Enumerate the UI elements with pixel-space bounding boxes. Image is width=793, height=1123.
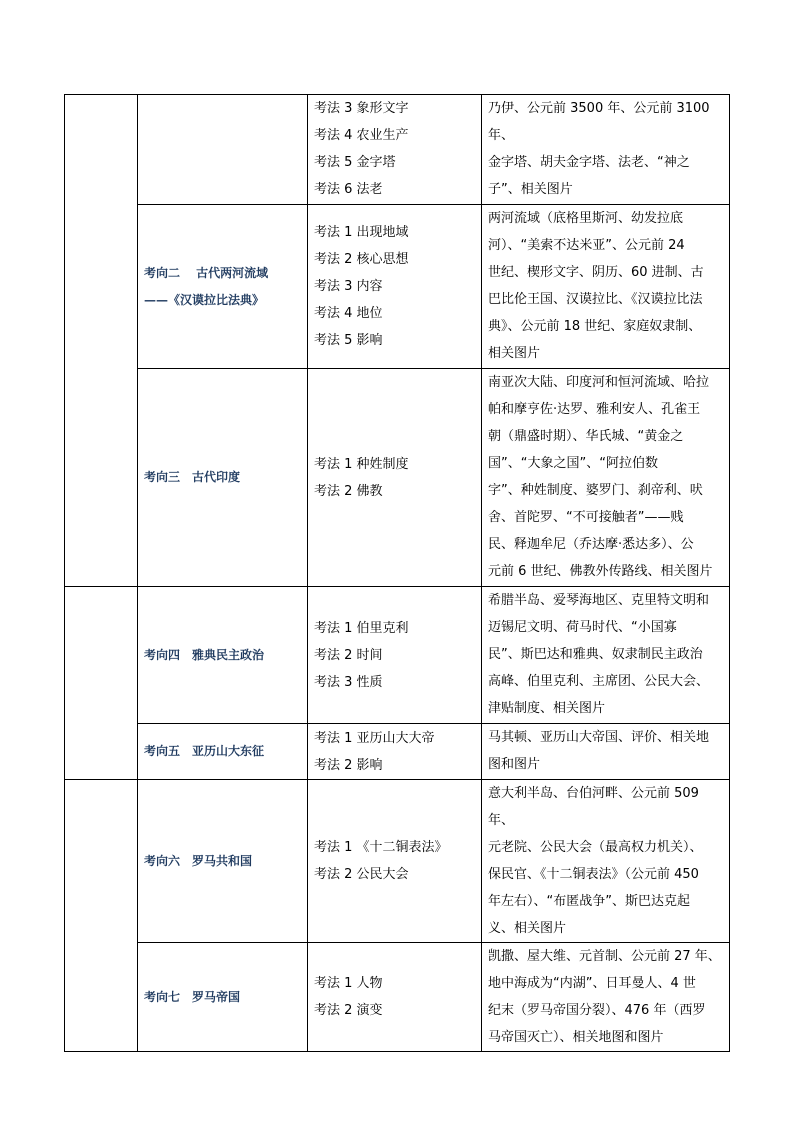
topic-cell (138, 724, 308, 780)
unit-cell-1 (65, 95, 138, 587)
keywords-cell (482, 780, 730, 943)
keyword-line: 乃伊、公元前 3500 年、公元前 3100 年、 (488, 101, 710, 143)
method-cell (308, 587, 482, 724)
keyword-line: 南亚次大陆、印度河和恒河流域、哈拉 (488, 375, 710, 390)
keyword-line: 高峰、伯里克利、主席团、公民大会、 (488, 674, 710, 689)
method-cell (308, 205, 482, 369)
table-row (65, 780, 730, 943)
knowledge-table (64, 94, 730, 1052)
method-item: 考法 2 公民大会 (314, 867, 409, 882)
keyword-line: 巴比伦王国、汉谟拉比、《汉谟拉比法 (488, 292, 703, 307)
keyword-line: 津贴制度、相关图片 (488, 701, 606, 716)
keyword-line: 马帝国灭亡）、相关地图和图片 (488, 1030, 664, 1045)
method-item: 考法 3 内容 (314, 279, 383, 294)
method-item: 考法 3 性质 (314, 674, 383, 690)
method-item: 考法 5 影响 (314, 333, 383, 348)
keywords-cell (482, 95, 730, 205)
topic-cell (138, 587, 308, 724)
keyword-line: 元前 6 世纪、佛教外传路线、相关图片 (488, 564, 713, 579)
method-cell (308, 780, 482, 943)
keyword-line: 元老院、公民大会（最高权力机关）、 (488, 840, 703, 855)
unit-cell-2 (65, 587, 138, 780)
topic-title: 考向二 古代两河流域 (144, 265, 269, 280)
keyword-line: 典》、公元前 18 世纪、家庭奴隶制、 (488, 319, 702, 334)
keyword-line: 金字塔、胡夫金字塔、法老、“神之 (488, 155, 690, 170)
topic-cell (138, 369, 308, 587)
keyword-line: 舍、首陀罗、“不可接触者”——贱 (488, 510, 684, 525)
keyword-line: 朝（鼎盛时期）、华氏城、“黄金之 (488, 429, 684, 444)
keyword-line: 地中海成为“内湖”、日耳曼人、4 世 (488, 976, 696, 991)
topic-cell (138, 95, 308, 205)
unit-cell-3 (65, 780, 138, 1052)
keyword-line: 国”、“大象之国”、“阿拉伯数 (488, 456, 658, 471)
topic-title: 考向四 雅典民主政治 (144, 647, 265, 662)
keyword-line: 马其顿、亚历山大帝国、评价、相关地 (488, 730, 710, 745)
method-cell (308, 724, 482, 780)
keyword-line: 两河流域（底格里斯河、幼发拉底 (488, 211, 684, 226)
method-item: 考法 1 《十二铜表法》 (314, 840, 448, 855)
method-item: 考法 6 法老 (314, 182, 383, 197)
topic-subtitle: ——《汉谟拉比法典》 (144, 292, 265, 307)
topic-title: 考向三 古代印度 (144, 470, 241, 484)
method-item: 考法 2 核心思想 (314, 252, 409, 267)
keyword-line: 迈锡尼文明、荷马时代、“小国寡 (488, 620, 677, 635)
method-item: 考法 2 时间 (314, 647, 383, 663)
table-row (65, 205, 730, 369)
topic-title: 考向七 罗马帝国 (144, 989, 241, 1004)
keyword-line: 民”、斯巴达和雅典、奴隶制民主政治 (488, 647, 703, 662)
table-row (65, 369, 730, 587)
keywords-cell (482, 587, 730, 724)
method-item: 考法 1 种姓制度 (314, 456, 409, 472)
method-item: 考法 3 象形文字 (314, 101, 409, 116)
topic-title: 考向五 亚历山大东征 (144, 744, 265, 758)
keyword-line: 凯撒、屋大维、元首制、公元前 27 年、 (488, 949, 721, 964)
keyword-line: 纪末（罗马帝国分裂）、476 年（西罗 (488, 1003, 706, 1018)
method-item: 考法 2 佛教 (314, 483, 383, 499)
method-cell (308, 369, 482, 587)
method-item: 考法 1 伯里克利 (314, 620, 409, 636)
method-item: 考法 5 金字塔 (314, 155, 396, 170)
table-row (65, 587, 730, 724)
table-row (65, 95, 730, 205)
keyword-line: 保民官、《十二铜表法》（公元前 450 (488, 867, 699, 882)
table-row (65, 724, 730, 780)
table-row (65, 943, 730, 1052)
method-item: 考法 2 影响 (314, 757, 383, 773)
topic-cell (138, 943, 308, 1052)
keywords-cell (482, 205, 730, 369)
method-cell (308, 943, 482, 1052)
method-item: 考法 1 人物 (314, 976, 383, 991)
topic-cell (138, 780, 308, 943)
keyword-line: 义、相关图片 (488, 921, 567, 936)
keyword-line: 相关图片 (488, 346, 541, 361)
topic-title: 考向六 罗马共和国 (144, 853, 253, 868)
keyword-line: 子”、相关图片 (488, 182, 573, 197)
keywords-cell (482, 724, 730, 780)
keyword-line: 民、释迦牟尼（乔达摩·悉达多）、公 (488, 537, 694, 552)
keywords-cell (482, 943, 730, 1052)
method-item: 考法 1 出现地域 (314, 225, 409, 240)
method-item: 考法 1 亚历山大大帝 (314, 730, 435, 746)
keyword-line: 年左右）、“布匿战争”、斯巴达克起 (488, 894, 690, 909)
keywords-cell (482, 369, 730, 587)
keyword-line: 字”、种姓制度、婆罗门、刹帝利、吠 (488, 483, 703, 498)
method-item: 考法 4 地位 (314, 306, 383, 321)
method-item: 考法 4 农业生产 (314, 128, 409, 143)
keyword-line: 河）、“美索不达米亚”、公元前 24 (488, 238, 685, 253)
keyword-line: 帕和摩亨佐·达罗、雅利安人、孔雀王 (488, 402, 701, 417)
method-cell (308, 95, 482, 205)
keyword-line: 希腊半岛、爱琴海地区、克里特文明和 (488, 593, 710, 608)
method-item: 考法 2 演变 (314, 1003, 383, 1018)
keyword-line: 图和图片 (488, 757, 541, 772)
keyword-line: 世纪、楔形文字、阴历、60 进制、古 (488, 265, 704, 280)
keyword-line: 意大利半岛、台伯河畔、公元前 509 年、 (488, 786, 699, 828)
topic-cell (138, 205, 308, 369)
